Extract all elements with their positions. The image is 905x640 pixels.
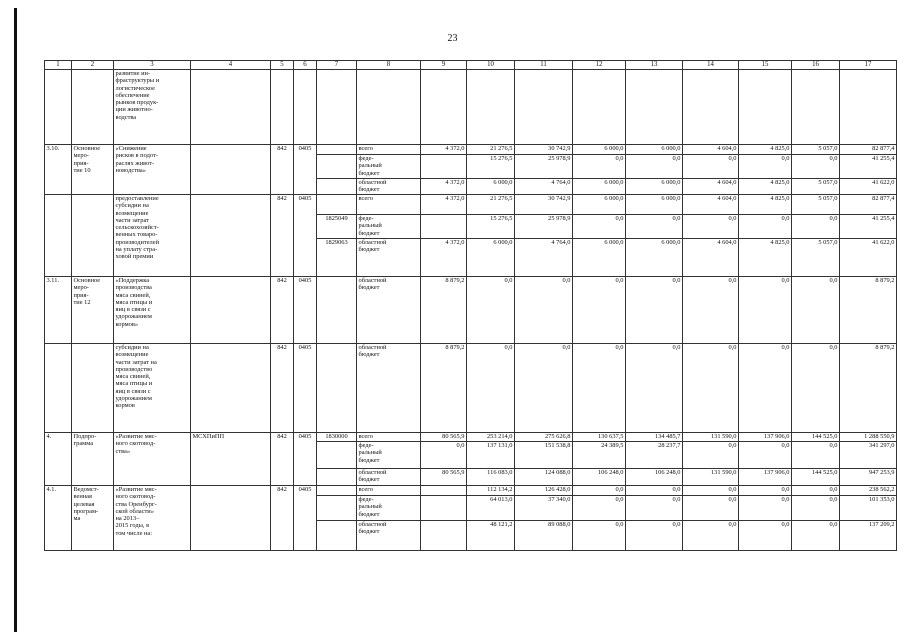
- funding-source: областной бюджет: [357, 344, 421, 433]
- column-header: 10: [467, 61, 515, 70]
- grbs-code: 842: [271, 344, 294, 433]
- csr-code: [317, 70, 357, 145]
- amount-cell: 0,0: [573, 155, 626, 179]
- amount-cell: 41 622,0: [840, 239, 897, 277]
- funding-source: всего: [357, 145, 421, 155]
- csr-code: 1830000: [317, 433, 357, 442]
- csr-code: [317, 496, 357, 521]
- amount-cell: 8 879,2: [421, 277, 467, 344]
- responsible-executor: [191, 486, 271, 551]
- rzpr-code: 0405: [294, 433, 317, 486]
- amount-cell: 0,0: [739, 277, 792, 344]
- csr-code: [317, 155, 357, 179]
- column-header: 4: [191, 61, 271, 70]
- funding-source: всего: [357, 433, 421, 442]
- amount-cell: 144 525,0: [792, 469, 840, 486]
- amount-cell: 5 057,0: [792, 239, 840, 277]
- amount-cell: 0,0: [683, 215, 739, 239]
- amount-cell: 101 353,0: [840, 496, 897, 521]
- amount-cell: 0,0: [792, 277, 840, 344]
- responsible-executor: [191, 277, 271, 344]
- csr-code: [317, 486, 357, 496]
- amount-cell: 0,0: [739, 215, 792, 239]
- amount-cell: 4 372,0: [421, 179, 467, 195]
- amount-cell: 137 906,0: [739, 433, 792, 442]
- amount-cell: 0,0: [626, 486, 683, 496]
- page-number: 23: [447, 33, 458, 44]
- column-header: 15: [739, 61, 792, 70]
- item-number: [45, 195, 72, 277]
- amount-cell: 80 565,9: [421, 433, 467, 442]
- amount-cell: 0,0: [792, 486, 840, 496]
- amount-cell: 4 604,0: [683, 239, 739, 277]
- csr-code: [317, 344, 357, 433]
- amount-cell: 0,0: [683, 496, 739, 521]
- amount-cell: 4 372,0: [421, 145, 467, 155]
- amount-cell: 6 000,0: [573, 179, 626, 195]
- amount-cell: 0,0: [626, 277, 683, 344]
- column-header: 8: [357, 61, 421, 70]
- amount-cell: 131 590,0: [683, 469, 739, 486]
- table-row: [45, 145, 897, 155]
- amount-cell: 4 825,0: [739, 195, 792, 215]
- amount-cell: 275 626,8: [515, 433, 573, 442]
- rzpr-code: 0405: [294, 195, 317, 277]
- amount-cell: 5 057,0: [792, 145, 840, 155]
- table-row: [45, 70, 897, 145]
- column-header: 7: [317, 61, 357, 70]
- item-number: [45, 344, 72, 433]
- item-description: «Развитие мяс- ного скотовод- ства Оренбург- ской области» на 2013– 2015 годы, в том числе на:: [114, 486, 191, 551]
- responsible-executor: [191, 70, 271, 145]
- funding-source: [357, 70, 421, 145]
- csr-code: [317, 277, 357, 344]
- item-description: «Развитие мяс- ного скотовод- ства»: [114, 433, 191, 486]
- amount-cell: 0,0: [683, 344, 739, 433]
- item-number: 4.: [45, 433, 72, 486]
- grbs-code: 842: [271, 145, 294, 195]
- column-header: 9: [421, 61, 467, 70]
- amount-cell: [840, 70, 897, 145]
- amount-cell: [421, 486, 467, 496]
- amount-cell: 6 000,0: [467, 239, 515, 277]
- amount-cell: 80 565,9: [421, 469, 467, 486]
- amount-cell: 238 562,2: [840, 486, 897, 496]
- funding-source: всего: [357, 195, 421, 215]
- item-description: развитие ин- фраструктуры и логистическое обеспечение рынков продук- ции животно- водства: [114, 70, 191, 145]
- amount-cell: 151 538,8: [515, 442, 573, 469]
- amount-cell: 0,0: [573, 215, 626, 239]
- amount-cell: 89 088,0: [515, 521, 573, 551]
- amount-cell: 0,0: [626, 155, 683, 179]
- item-number: 3.11.: [45, 277, 72, 344]
- amount-cell: 0,0: [792, 155, 840, 179]
- amount-cell: 4 604,0: [683, 195, 739, 215]
- item-number: [45, 70, 72, 145]
- amount-cell: 4 825,0: [739, 239, 792, 277]
- amount-cell: 0,0: [792, 344, 840, 433]
- column-header: 3: [114, 61, 191, 70]
- amount-cell: 106 248,0: [626, 469, 683, 486]
- column-header: 5: [271, 61, 294, 70]
- column-header: 2: [72, 61, 114, 70]
- column-header: 6: [294, 61, 317, 70]
- amount-cell: 6 000,0: [626, 179, 683, 195]
- amount-cell: 24 389,5: [573, 442, 626, 469]
- amount-cell: [515, 70, 573, 145]
- amount-cell: [573, 70, 626, 145]
- amount-cell: 0,0: [573, 496, 626, 521]
- item-type: Основное меро- прия- тие 10: [72, 145, 114, 195]
- amount-cell: 5 057,0: [792, 179, 840, 195]
- item-description: предоставление субсидии на возмещение части затрат сельскохозяйст- венных товаро- производителей на уплату стра- ховой премии: [114, 195, 191, 277]
- table-row: [45, 344, 897, 433]
- amount-cell: 6 000,0: [626, 195, 683, 215]
- funding-source: областной бюджет: [357, 521, 421, 551]
- amount-cell: 0,0: [515, 277, 573, 344]
- amount-cell: [421, 70, 467, 145]
- grbs-code: [271, 70, 294, 145]
- amount-cell: 0,0: [739, 344, 792, 433]
- amount-cell: 41 255,4: [840, 215, 897, 239]
- amount-cell: 6 000,0: [467, 179, 515, 195]
- funding-source: всего: [357, 486, 421, 496]
- budget-table: [44, 60, 897, 551]
- csr-code: [317, 145, 357, 155]
- amount-cell: 112 134,2: [467, 486, 515, 496]
- amount-cell: 6 000,0: [573, 145, 626, 155]
- amount-cell: 0,0: [467, 277, 515, 344]
- funding-source: феде- ральный бюджет: [357, 442, 421, 469]
- column-header: 14: [683, 61, 739, 70]
- responsible-executor: [191, 344, 271, 433]
- table-row: [45, 486, 897, 496]
- amount-cell: 4 604,0: [683, 145, 739, 155]
- item-number: 3.10.: [45, 145, 72, 195]
- item-type: Ведомст- венная целевая програм- ма: [72, 486, 114, 551]
- amount-cell: 30 742,9: [515, 145, 573, 155]
- amount-cell: [683, 70, 739, 145]
- rzpr-code: [294, 70, 317, 145]
- responsible-executor: МСХПиПП: [191, 433, 271, 486]
- amount-cell: [792, 70, 840, 145]
- amount-cell: 8 879,2: [840, 277, 897, 344]
- table-row: [45, 195, 897, 215]
- amount-cell: 30 742,9: [515, 195, 573, 215]
- amount-cell: 134 485,7: [626, 433, 683, 442]
- csr-code: [317, 195, 357, 215]
- amount-cell: 253 214,0: [467, 433, 515, 442]
- column-header: 11: [515, 61, 573, 70]
- item-description: «Поддержка производства мяса свиней, мяса птицы и яиц в связи с удорожанием кормов»: [114, 277, 191, 344]
- responsible-executor: [191, 145, 271, 195]
- amount-cell: 48 121,2: [467, 521, 515, 551]
- amount-cell: 21 276,5: [467, 195, 515, 215]
- csr-code: [317, 521, 357, 551]
- amount-cell: 0,0: [792, 215, 840, 239]
- amount-cell: 137 131,0: [467, 442, 515, 469]
- amount-cell: 15 276,5: [467, 155, 515, 179]
- amount-cell: 0,0: [739, 521, 792, 551]
- amount-cell: 1 288 550,9: [840, 433, 897, 442]
- amount-cell: 137 209,2: [840, 521, 897, 551]
- amount-cell: 4 825,0: [739, 145, 792, 155]
- grbs-code: 842: [271, 195, 294, 277]
- amount-cell: 6 000,0: [573, 239, 626, 277]
- item-type: Подпро- грамма: [72, 433, 114, 486]
- amount-cell: 0,0: [792, 521, 840, 551]
- item-type: [72, 344, 114, 433]
- amount-cell: 21 276,5: [467, 145, 515, 155]
- item-type: [72, 70, 114, 145]
- amount-cell: 124 088,0: [515, 469, 573, 486]
- grbs-code: 842: [271, 277, 294, 344]
- amount-cell: 25 978,9: [515, 215, 573, 239]
- amount-cell: 28 237,7: [626, 442, 683, 469]
- item-number: 4.1.: [45, 486, 72, 551]
- amount-cell: 8 879,2: [421, 344, 467, 433]
- funding-source: феде- ральный бюджет: [357, 215, 421, 239]
- amount-cell: [421, 521, 467, 551]
- funding-source: областной бюджет: [357, 239, 421, 277]
- amount-cell: 4 372,0: [421, 239, 467, 277]
- amount-cell: 15 276,5: [467, 215, 515, 239]
- amount-cell: 6 000,0: [626, 239, 683, 277]
- header-row: [45, 61, 897, 70]
- amount-cell: 0,0: [573, 521, 626, 551]
- amount-cell: [739, 70, 792, 145]
- amount-cell: 64 013,0: [467, 496, 515, 521]
- amount-cell: 5 057,0: [792, 195, 840, 215]
- item-type: Основное меро- прия- тие 12: [72, 277, 114, 344]
- amount-cell: [421, 215, 467, 239]
- amount-cell: 0,0: [626, 344, 683, 433]
- amount-cell: 0,0: [792, 496, 840, 521]
- responsible-executor: [191, 195, 271, 277]
- column-header: 12: [573, 61, 626, 70]
- amount-cell: 0,0: [792, 442, 840, 469]
- amount-cell: 6 000,0: [626, 145, 683, 155]
- amount-cell: 106 248,0: [573, 469, 626, 486]
- funding-source: феде- ральный бюджет: [357, 155, 421, 179]
- amount-cell: 8 879,2: [840, 344, 897, 433]
- column-header: 16: [792, 61, 840, 70]
- amount-cell: 0,0: [739, 155, 792, 179]
- amount-cell: 0,0: [739, 496, 792, 521]
- amount-cell: 126 428,0: [515, 486, 573, 496]
- csr-code: [317, 442, 357, 469]
- amount-cell: 0,0: [573, 344, 626, 433]
- funding-source: областной бюджет: [357, 179, 421, 195]
- csr-code: [317, 179, 357, 195]
- grbs-code: 842: [271, 433, 294, 486]
- amount-cell: 144 525,0: [792, 433, 840, 442]
- amount-cell: 0,0: [467, 344, 515, 433]
- rzpr-code: 0405: [294, 344, 317, 433]
- amount-cell: 4 825,0: [739, 179, 792, 195]
- column-header: 17: [840, 61, 897, 70]
- amount-cell: 0,0: [683, 486, 739, 496]
- page-left-border: [14, 8, 17, 632]
- amount-cell: 0,0: [515, 344, 573, 433]
- amount-cell: 0,0: [421, 442, 467, 469]
- amount-cell: 0,0: [626, 215, 683, 239]
- amount-cell: [421, 155, 467, 179]
- amount-cell: 41 255,4: [840, 155, 897, 179]
- column-header: 13: [626, 61, 683, 70]
- csr-code: [317, 469, 357, 486]
- rzpr-code: 0405: [294, 145, 317, 195]
- amount-cell: 0,0: [626, 521, 683, 551]
- table-row: [45, 433, 897, 442]
- amount-cell: 6 000,0: [573, 195, 626, 215]
- amount-cell: 947 253,9: [840, 469, 897, 486]
- amount-cell: 0,0: [739, 486, 792, 496]
- amount-cell: 0,0: [573, 277, 626, 344]
- amount-cell: 0,0: [739, 442, 792, 469]
- amount-cell: 37 340,0: [515, 496, 573, 521]
- csr-code: 1825049: [317, 215, 357, 239]
- amount-cell: 0,0: [683, 442, 739, 469]
- amount-cell: 4 764,0: [515, 179, 573, 195]
- amount-cell: 25 978,9: [515, 155, 573, 179]
- item-description: субсидии на возмещение части затрат на производство мяса свиней, мяса птицы и яиц в связи с удорожанием кормов: [114, 344, 191, 433]
- item-description: «Снижение рисков в подот- раслях живот- новодства»: [114, 145, 191, 195]
- funding-source: феде- ральный бюджет: [357, 496, 421, 521]
- amount-cell: 82 877,4: [840, 195, 897, 215]
- amount-cell: 0,0: [683, 277, 739, 344]
- amount-cell: 0,0: [573, 486, 626, 496]
- rzpr-code: 0405: [294, 486, 317, 551]
- amount-cell: 341 297,0: [840, 442, 897, 469]
- amount-cell: 130 637,5: [573, 433, 626, 442]
- amount-cell: 131 590,0: [683, 433, 739, 442]
- table-row: [45, 277, 897, 344]
- amount-cell: 4 764,0: [515, 239, 573, 277]
- amount-cell: 116 083,0: [467, 469, 515, 486]
- amount-cell: 0,0: [683, 155, 739, 179]
- amount-cell: [467, 70, 515, 145]
- csr-code: 1829063: [317, 239, 357, 277]
- amount-cell: 41 622,0: [840, 179, 897, 195]
- item-type: [72, 195, 114, 277]
- grbs-code: 842: [271, 486, 294, 551]
- amount-cell: [421, 496, 467, 521]
- column-header: 1: [45, 61, 72, 70]
- amount-cell: 0,0: [683, 521, 739, 551]
- amount-cell: 137 906,0: [739, 469, 792, 486]
- amount-cell: 4 604,0: [683, 179, 739, 195]
- funding-source: областной бюджет: [357, 277, 421, 344]
- rzpr-code: 0405: [294, 277, 317, 344]
- amount-cell: 82 877,4: [840, 145, 897, 155]
- amount-cell: 4 372,0: [421, 195, 467, 215]
- amount-cell: [626, 70, 683, 145]
- amount-cell: 0,0: [626, 496, 683, 521]
- funding-source: областной бюджет: [357, 469, 421, 486]
